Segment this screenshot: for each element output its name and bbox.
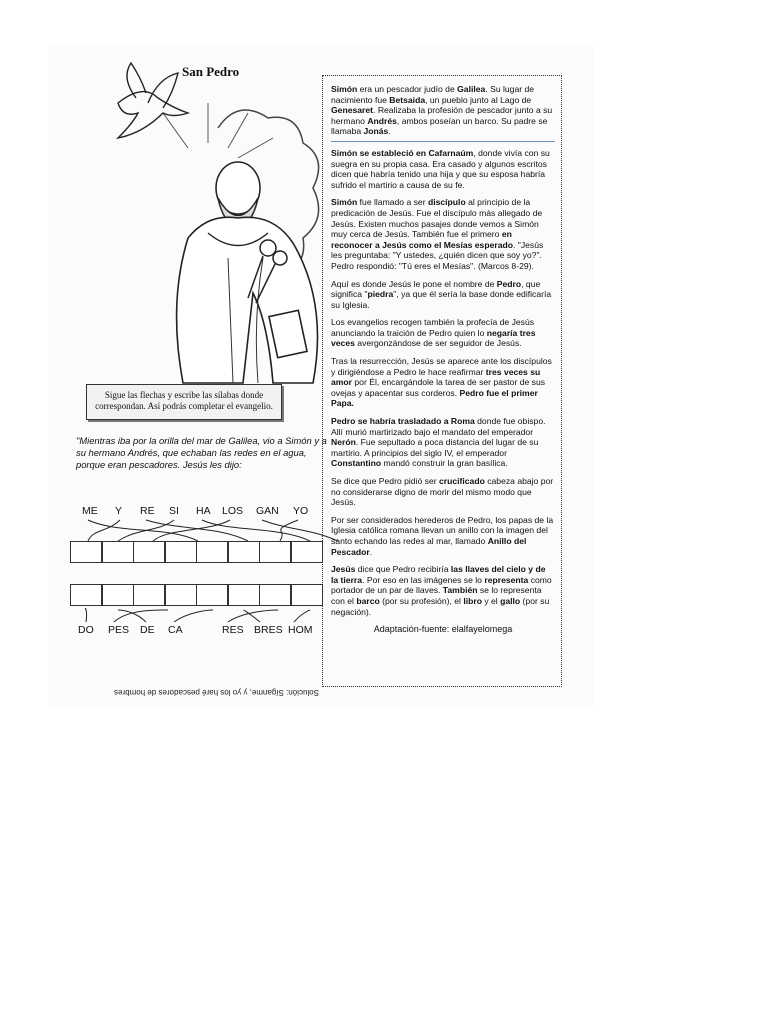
text-segment: cabeza abajo por no considerarse digno de morir del mismo modo que Jesús.	[331, 476, 554, 508]
text-segment: (por su negación).	[331, 595, 550, 617]
paragraph	[331, 279, 555, 311]
text-segment: representa	[484, 574, 529, 585]
text-segment: Nerón	[331, 437, 356, 448]
text-segment: fue llamado a ser	[357, 197, 428, 208]
bottom-syllable: DE	[140, 624, 155, 636]
text-segment: crucificado	[438, 476, 485, 486]
text-segment: .	[369, 546, 373, 557]
dove-icon	[118, 63, 188, 138]
biography-panel	[322, 75, 562, 687]
source-credit: Adaptación-fuente: elalfayelomega	[373, 624, 513, 635]
text-segment: . Realizaba la profesión de pescador junto a su hermano	[331, 105, 553, 126]
worksheet	[48, 44, 593, 708]
text-segment: Galilea	[457, 84, 486, 94]
text-segment: Simón	[331, 84, 358, 94]
text-segment: Pedro	[496, 278, 522, 289]
text-segment: como portador de un par de llaves.	[331, 574, 552, 596]
bottom-syllable: DO	[78, 624, 94, 636]
arrow	[114, 610, 168, 622]
text-segment: Se dice que Pedro pidió ser	[331, 476, 439, 486]
arrow	[88, 520, 198, 541]
text-segment: Anillo del Pescador	[331, 535, 527, 557]
arrow	[280, 520, 298, 541]
text-segment: Los evangelios recogen también la profecía de Jesús anunciando la traición de Pedro quien lo	[331, 317, 535, 338]
intro-text: "Mientras iba por la orilla del mar de Galilea, vio a Simón y a su hermano Andrés, que echaban las redes en el agua, porque eran pescadores. Jesús les dijo:	[76, 435, 327, 470]
text-segment: Aquí es donde Jesús le pone el nombre de	[331, 278, 497, 289]
top-syllable: YO	[293, 505, 309, 517]
text-segment: Tras la resurrección, Jesús se aparece ante los discípulos y dirigiéndose a Pedro le hace reafirmar	[331, 356, 552, 377]
bottom-syllable: BRES	[254, 624, 283, 636]
text-segment: y el	[481, 595, 501, 606]
text-segment: donde fue obispo. Allí murió martirizado bajo el mandato del emperador	[331, 416, 546, 437]
text-segment: discípulo	[427, 197, 466, 208]
page-title: San Pedro	[182, 64, 240, 79]
paragraph	[331, 84, 555, 142]
text-segment: Jonás	[363, 126, 389, 137]
text-segment: en reconocer a Jesús como el Mesías esperado	[331, 229, 513, 250]
arrow	[202, 520, 310, 541]
text-segment: Simón	[331, 197, 358, 208]
text-segment: Pedro fue el primer Papa.	[331, 387, 538, 409]
text-segment: . Su lugar de nacimiento fue	[331, 84, 535, 105]
instructions-box: Sigue las flechas y escribe las sílabas donde correspondan. Así podrás completar el evangelio.	[86, 384, 282, 420]
top-syllable: SI	[169, 505, 179, 517]
paragraph	[331, 515, 555, 557]
arrow	[85, 608, 86, 622]
text-segment: . "Jesús les preguntaba: "Y ustedes, ¿quién dicen que soy yo?". Pedro respondió: "Tú eres el Mesías". (Marcos 8-29).	[331, 239, 544, 271]
text-segment: También	[442, 585, 478, 596]
text-segment: .	[388, 126, 391, 137]
text-segment: , ambos poseían un barco. Su padre se llamaba	[331, 115, 548, 137]
paragraph	[331, 416, 555, 469]
paragraph	[331, 197, 555, 271]
top-syllable: RE	[140, 505, 155, 517]
bottom-syllable: RES	[222, 624, 244, 636]
text-segment: barco	[356, 595, 380, 606]
text-segment: , un pueblo junto al Lago de	[425, 94, 532, 105]
arrow	[118, 520, 174, 541]
text-segment: gallo	[500, 595, 521, 606]
text-segment: negaría tres veces	[331, 327, 536, 349]
text-segment: avergonzándose de ser seguidor de Jesús.	[354, 338, 522, 349]
text-segment: Constantino	[331, 458, 382, 469]
text-segment: mandó construir la gran basílica.	[381, 458, 508, 469]
text-segment: piedra	[367, 289, 394, 300]
text-segment: al principio de la predicación de Jesús. Fue el discípulo más allegado de Jesús. Existen muchos pasajes donde vemos a Simón muy cerca de Jesús. También fue el primero	[331, 197, 543, 240]
text-segment: Cafarnaúm	[428, 147, 474, 158]
top-syllable: HA	[196, 505, 211, 517]
biography-paragraphs	[331, 84, 555, 617]
paragraph	[331, 476, 555, 508]
text-segment: . Por eso en las imágenes se lo	[362, 574, 485, 585]
text-segment: libro	[463, 595, 482, 606]
text-segment: , donde vivía con su suegra en su propia casa. Era casado y algunos escritos dicen que habría tenido una hija y que su esposa habría sufrido el martirio a causa de su fe.	[331, 147, 550, 190]
arrow	[174, 610, 213, 622]
text-segment: Andrés	[367, 115, 397, 126]
solution-text: Solución: Síganme, y yo los haré pescadores de hombres	[114, 688, 320, 697]
paragraph	[331, 148, 555, 190]
text-segment: Pedro se habría trasladado a Roma	[331, 416, 475, 427]
paragraph	[331, 317, 555, 349]
text-segment: Por ser considerados herederos de Pedro, los papas de la Iglesia católica romana llevan un anillo con la imagen del santo echando las redes al mar, llamado	[331, 514, 554, 546]
bottom-syllable: CA	[168, 624, 183, 636]
text-segment: ", ya que él sería la base donde edificaría su Iglesia.	[331, 289, 552, 310]
text-segment: Betsaida	[389, 94, 426, 105]
text-segment: Genesaret	[331, 105, 374, 116]
text-segment: dice que Pedro recibiría	[355, 564, 451, 575]
saint-peter-illustration	[68, 58, 328, 388]
top-syllable: GAN	[256, 505, 279, 517]
text-segment: las llaves del cielo y de la tierra	[331, 564, 546, 585]
top-syllable: Y	[115, 505, 123, 517]
paragraph	[331, 356, 555, 409]
bottom-syllable: PES	[108, 624, 130, 636]
text-segment: Simón se estableció en	[331, 147, 429, 158]
text-segment: por Él, encargándole la tarea de ser pastor de sus ovejas y apacentar sus corderos.	[331, 377, 546, 398]
text-segment: (por su profesión), el	[379, 595, 464, 606]
text-segment: era un pescador judío de	[357, 84, 458, 94]
text-segment: . Fue sepultado a poca distancia del lugar de su martirio. A principios del siglo IV, el emperador	[331, 437, 539, 458]
text-segment: tres veces su amor	[331, 366, 541, 388]
paragraph	[331, 564, 555, 617]
arrow	[88, 520, 120, 541]
arrow-paths	[48, 514, 338, 654]
text-segment: , que significa "	[331, 278, 541, 300]
top-syllable: ME	[82, 505, 98, 517]
text-segment: Jesús	[331, 564, 356, 575]
bottom-syllable: HOM	[288, 624, 313, 636]
arrow	[146, 520, 248, 541]
text-segment: se lo representa con el	[331, 585, 542, 606]
arrow	[294, 610, 310, 622]
top-syllable: LOS	[222, 505, 244, 517]
